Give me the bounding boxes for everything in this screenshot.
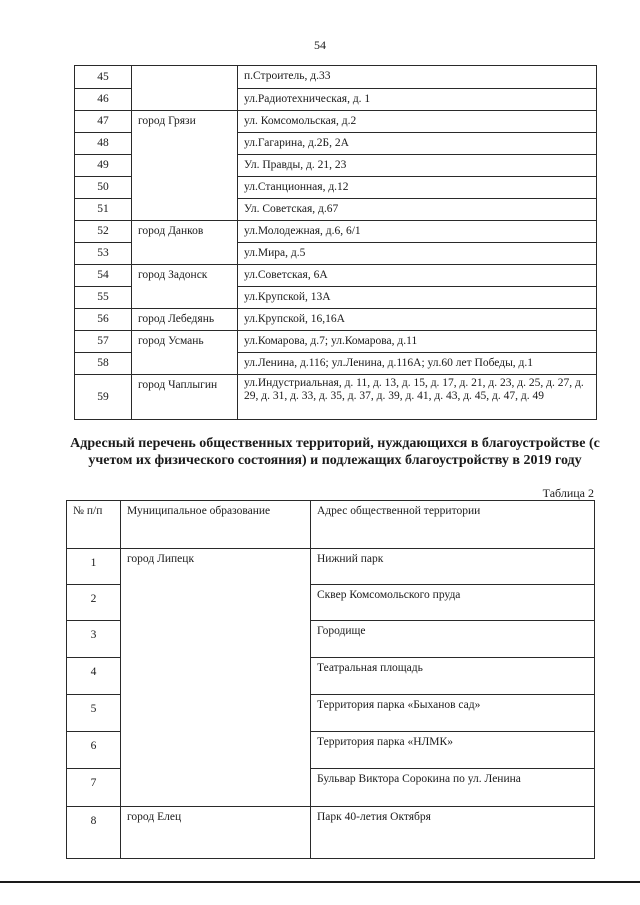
row-number: 1 xyxy=(67,549,121,585)
row-number: 47 xyxy=(75,111,132,133)
municipality-cell: город Липецк xyxy=(121,549,311,807)
row-number: 55 xyxy=(75,287,132,309)
table-row xyxy=(67,807,595,859)
row-number: 7 xyxy=(67,769,121,807)
public-territories-table xyxy=(66,500,595,859)
row-number: 53 xyxy=(75,243,132,265)
addresses-continuation-table xyxy=(74,65,597,420)
address-cell: Сквер Комсомольского пруда xyxy=(311,585,595,621)
page-number: 54 xyxy=(314,38,326,52)
row-number: 56 xyxy=(75,309,132,331)
municipality-cell: город Данков xyxy=(132,221,238,265)
row-number: 51 xyxy=(75,199,132,221)
column-header-address: Адрес общественной территории xyxy=(311,501,595,549)
address-cell: ул.Ленина, д.116; ул.Ленина, д.116А; ул.60 лет Победы, д.1 xyxy=(238,353,597,375)
row-number: 49 xyxy=(75,155,132,177)
row-number: 54 xyxy=(75,265,132,287)
table-row xyxy=(67,549,595,585)
address-cell: Городище xyxy=(311,621,595,658)
address-cell: ул.Советская, 6А xyxy=(238,265,597,287)
address-cell: Нижний парк xyxy=(311,549,595,585)
address-cell: ул.Крупской, 13А xyxy=(238,287,597,309)
municipality-cell: город Усмань xyxy=(132,331,238,375)
table-header-row xyxy=(67,501,595,549)
row-number: 2 xyxy=(67,585,121,621)
row-number: 50 xyxy=(75,177,132,199)
table-row xyxy=(75,66,597,89)
row-number: 58 xyxy=(75,353,132,375)
address-cell: ул.Индустриальная, д. 11, д. 13, д. 15, д. 17, д. 21, д. 23, д. 25, д. 27, д. 29, д. 31, д. 33, д. 35, д. 37, д. 39, д. 41, д. 43, д. 45, д. 47, д. 49 xyxy=(238,375,597,420)
address-cell: Ул. Советская, д.67 xyxy=(238,199,597,221)
table-row xyxy=(75,265,597,287)
address-cell: ул.Молодежная, д.6, 6/1 xyxy=(238,221,597,243)
municipality-cell xyxy=(132,66,238,111)
address-cell: ул.Мира, д.5 xyxy=(238,243,597,265)
row-number: 57 xyxy=(75,331,132,353)
address-cell: Территория парка «Быханов сад» xyxy=(311,695,595,732)
address-cell: ул. Комсомольская, д.2 xyxy=(238,111,597,133)
column-header-municipality: Муниципальное образование xyxy=(121,501,311,549)
section-heading: Адресный перечень общественных территорий, нуждающихся в благоустройстве (с учетом их физического состояния) и подлежащих благоустройству в 2019 году xyxy=(70,436,600,468)
address-cell: Театральная площадь xyxy=(311,658,595,695)
municipality-cell: город Чаплыгин xyxy=(132,375,238,420)
column-header-number: № п/п xyxy=(67,501,121,549)
footer-rule xyxy=(0,881,640,883)
municipality-cell: город Лебедянь xyxy=(132,309,238,331)
address-cell: Бульвар Виктора Сорокина по ул. Ленина xyxy=(311,769,595,807)
row-number: 59 xyxy=(75,375,132,420)
row-number: 52 xyxy=(75,221,132,243)
address-cell: ул.Гагарина, д.2Б, 2А xyxy=(238,133,597,155)
row-number: 46 xyxy=(75,89,132,111)
table-row xyxy=(75,309,597,331)
address-cell: Парк 40-летия Октября xyxy=(311,807,595,859)
row-number: 5 xyxy=(67,695,121,732)
row-number: 6 xyxy=(67,732,121,769)
row-number: 48 xyxy=(75,133,132,155)
address-cell: ул.Станционная, д.12 xyxy=(238,177,597,199)
municipality-cell: город Грязи xyxy=(132,111,238,221)
row-number: 3 xyxy=(67,621,121,658)
table-row xyxy=(75,111,597,133)
address-cell: п.Строитель, д.33 xyxy=(238,66,597,89)
address-cell: Территория парка «НЛМК» xyxy=(311,732,595,769)
address-cell: Ул. Правды, д. 21, 23 xyxy=(238,155,597,177)
address-cell: ул.Радиотехническая, д. 1 xyxy=(238,89,597,111)
table-row xyxy=(75,221,597,243)
municipality-cell: город Елец xyxy=(121,807,311,859)
table-label: Таблица 2 xyxy=(542,486,594,500)
address-cell: ул.Крупской, 16,16А xyxy=(238,309,597,331)
row-number: 45 xyxy=(75,66,132,89)
address-cell: ул.Комарова, д.7; ул.Комарова, д.11 xyxy=(238,331,597,353)
municipality-cell: город Задонск xyxy=(132,265,238,309)
row-number: 8 xyxy=(67,807,121,859)
table-row xyxy=(75,375,597,420)
table-row xyxy=(75,331,597,353)
row-number: 4 xyxy=(67,658,121,695)
